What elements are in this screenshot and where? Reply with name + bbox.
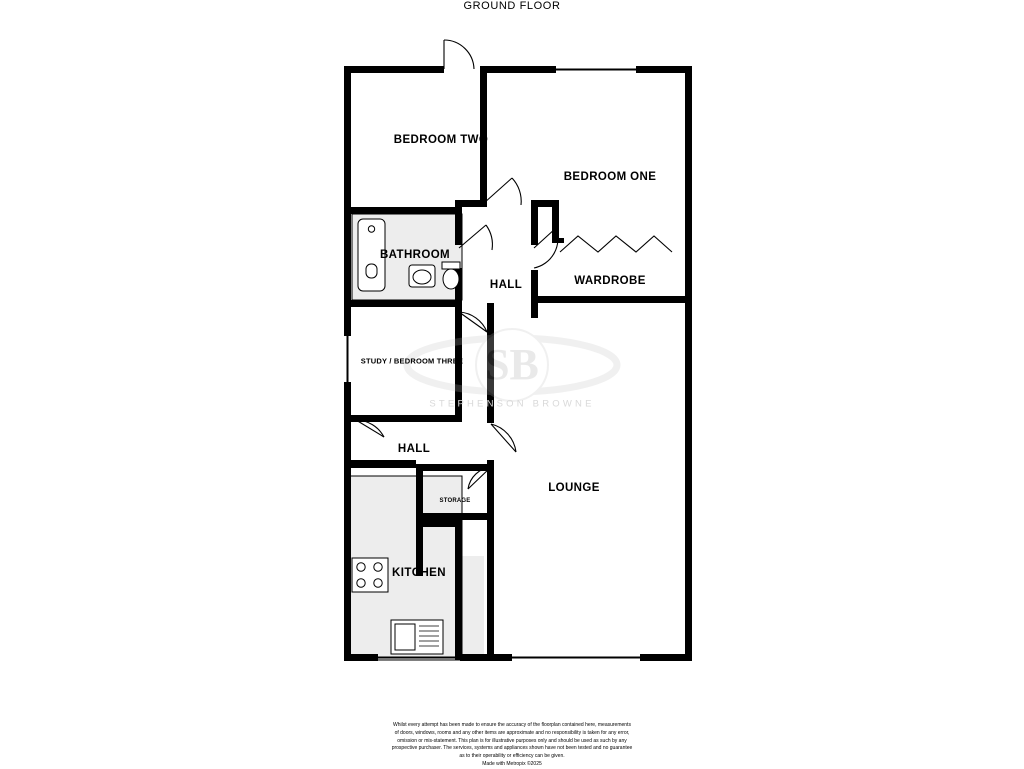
wall-top-right bbox=[636, 66, 692, 73]
wall-right-outer bbox=[685, 66, 692, 661]
wall-left-bathroom bbox=[344, 214, 351, 300]
door-leaf-lounge bbox=[491, 424, 516, 452]
disclaimer-line-5: as to their operability or efficiency can be given. bbox=[459, 753, 565, 759]
room-label-wardrobe: WARDROBE bbox=[574, 275, 646, 287]
wall-bedroomone-corner bbox=[552, 200, 559, 207]
door-leaf-bedroomtwo-hall bbox=[484, 178, 512, 203]
toilet-pan bbox=[443, 269, 459, 289]
disclaimer-line-4: prospective purchaser. The services, systems and appliances shown have not been tested and no guarantee bbox=[391, 745, 633, 752]
wall-hall-top bbox=[455, 200, 487, 207]
disclaimer-line-1: Whilst every attempt has been made to ensure the accuracy of the floorplan contained here, measurements bbox=[393, 722, 631, 728]
wall-wardrobe-bottom bbox=[538, 296, 692, 303]
wall-left-kitchen bbox=[344, 468, 351, 661]
disclaimer-line-3: omission or mis-statement. This plan is for illustrative purposes only and should be used as such by any bbox=[397, 737, 627, 744]
wall-bathroom-study bbox=[351, 300, 462, 307]
room-label-hall-upper: HALL bbox=[489, 279, 523, 291]
wall-top-left bbox=[344, 66, 444, 73]
door-arc-bedroomtwo-top bbox=[444, 40, 474, 69]
room-label-lounge: LOUNGE bbox=[548, 482, 600, 494]
window-bottom-kitchen bbox=[378, 657, 460, 659]
wall-left-hall bbox=[344, 422, 351, 460]
hob bbox=[352, 558, 388, 592]
wall-study-hall bbox=[351, 415, 462, 422]
wall-left-study-a bbox=[344, 300, 351, 336]
room-label-bedroom-one: BEDROOM ONE bbox=[563, 171, 657, 183]
wardrobe-folding-doors bbox=[560, 236, 672, 252]
brand-watermark-text: STEPHENSON BROWNE bbox=[429, 398, 595, 410]
room-label-hall-lower: HALL bbox=[397, 443, 431, 455]
wall-bottom-mid bbox=[460, 654, 512, 661]
room-label-bedroom-two: BEDROOM TWO bbox=[393, 134, 489, 146]
wall-hall-bedroomone-b bbox=[531, 270, 538, 318]
wall-storage-bottom bbox=[416, 513, 494, 520]
wall-storage-left bbox=[416, 464, 423, 520]
wall-top-mid bbox=[484, 66, 556, 73]
wall-left-study-b bbox=[344, 382, 351, 422]
disclaimer-line-6: Made with Metropix ©2025 bbox=[482, 760, 542, 767]
wall-bottom-right bbox=[640, 654, 692, 661]
room-label-bathroom: BATHROOM bbox=[379, 249, 451, 261]
window-left-study bbox=[347, 336, 349, 382]
wall-kitchen-top bbox=[416, 520, 462, 527]
room-label-study-bedroom-three: STUDY / BEDROOM THREE bbox=[360, 356, 464, 366]
toilet-cistern bbox=[442, 262, 460, 269]
door-leaf-study bbox=[459, 312, 487, 332]
door-arc-bathroom bbox=[486, 225, 492, 250]
room-label-kitchen: KITCHEN bbox=[392, 567, 446, 579]
door-leaf-hall-study bbox=[356, 420, 384, 437]
window-top-bedroom-one bbox=[556, 69, 636, 71]
room-label-storage: STORAGE bbox=[439, 498, 471, 504]
wall-bathroom-hall-a bbox=[455, 207, 462, 245]
wall-kitchen-right bbox=[455, 520, 462, 660]
page-title: GROUND FLOOR bbox=[463, 0, 561, 12]
svg-text:SB: SB bbox=[485, 340, 539, 389]
wall-hall-bedroomone-a bbox=[531, 207, 538, 245]
sink-unit bbox=[391, 620, 443, 654]
disclaimer-block bbox=[0, 722, 1024, 769]
wall-hall-lounge-top bbox=[487, 303, 494, 319]
door-leaf-bathroom bbox=[459, 225, 486, 248]
wall-lounge-left-lower bbox=[487, 460, 494, 660]
wall-left-bedroom-two bbox=[344, 66, 351, 214]
disclaimer-line-2: of doors, windows, rooms and any other items are approximate and no responsibility is taken for any error, bbox=[394, 729, 630, 736]
wall-hall-kitchen-divider bbox=[351, 460, 416, 468]
wall-bedroomtwo-bathroom bbox=[351, 207, 462, 214]
door-arc-bedroomtwo-hall bbox=[512, 178, 521, 205]
window-bottom-lounge bbox=[512, 657, 640, 659]
kitchen-floor-shading-2 bbox=[462, 556, 484, 660]
